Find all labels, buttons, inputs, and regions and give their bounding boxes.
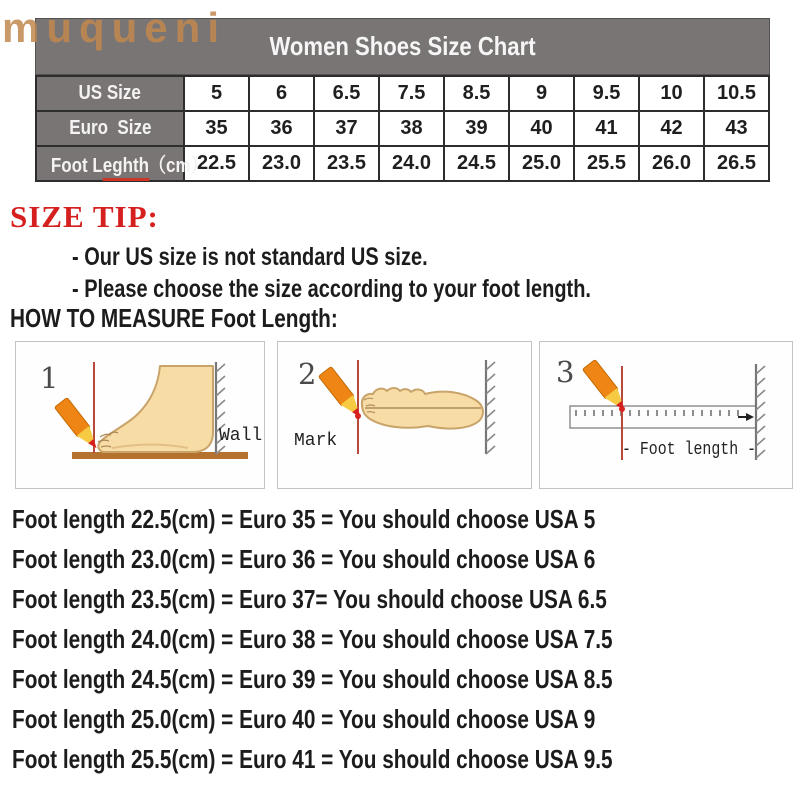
table-cell: 39 [444, 111, 509, 146]
conversion-line: Foot length 24.5(cm) = Euro 39 = You should choose USA 8.5 [12, 664, 613, 694]
table-cell: 40 [509, 111, 574, 146]
ruler-icon [570, 406, 756, 428]
table-cell: 26.0 [639, 146, 704, 181]
foot-side-icon [98, 366, 213, 452]
table-cell: 22.5 [184, 146, 249, 181]
typo-underline: eghth [103, 155, 149, 181]
conversion-line: Foot length 22.5(cm) = Euro 35 = You should choose USA 5 [12, 504, 596, 534]
floor [72, 452, 248, 459]
conversion-list [12, 499, 763, 779]
table-cell: 25.5 [574, 146, 639, 181]
how-to-measure-heading: HOW TO MEASURE Foot Length: [10, 303, 338, 333]
row-header-euro-size: Euro Size [36, 111, 184, 146]
table-cell: 35 [184, 111, 249, 146]
measure-step-3 [539, 341, 793, 489]
wall-icon [756, 364, 765, 460]
table-row-us-size [36, 76, 769, 111]
table-cell: 38 [379, 111, 444, 146]
table-cell: 41 [574, 111, 639, 146]
table-cell: 7.5 [379, 76, 444, 111]
table-cell: 6.5 [314, 76, 379, 111]
size-chart-title: Women Shoes Size Chart [269, 31, 536, 61]
table-cell: 24.5 [444, 146, 509, 181]
table-cell: 6 [249, 76, 314, 111]
table-cell: 23.0 [249, 146, 314, 181]
measure-step-1 [15, 341, 265, 489]
size-chart-table [35, 75, 770, 182]
table-cell: 5 [184, 76, 249, 111]
size-tip-bullet-1: - Our US size is not standard US size. [72, 243, 428, 271]
size-tip-bullet-2: - Please choose the size according to your foot length. [72, 275, 591, 303]
conversion-line: Foot length 23.5(cm) = Euro 37= You should choose USA 6.5 [12, 584, 607, 614]
table-cell: 9 [509, 76, 574, 111]
table-row-foot-length [36, 146, 769, 181]
table-cell: 8.5 [444, 76, 509, 111]
measure-step-2 [277, 341, 532, 489]
table-cell: 24.0 [379, 146, 444, 181]
step-2-illustration [278, 342, 531, 488]
mark-label: Mark [294, 431, 338, 451]
table-cell: 43 [704, 111, 769, 146]
table-cell: 10 [639, 76, 704, 111]
size-tip-bullets [72, 241, 721, 305]
table-cell: 10.5 [704, 76, 769, 111]
conversion-line: Foot length 25.0(cm) = Euro 40 = You should choose USA 9 [12, 704, 596, 734]
wall-icon [486, 360, 495, 454]
conversion-line: Foot length 23.0(cm) = Euro 36 = You should choose USA 6 [12, 544, 596, 574]
table-cell: 9.5 [574, 76, 639, 111]
step-number: 2 [298, 357, 317, 391]
wall-label: Wall [219, 426, 263, 446]
row-header-us-size: US Size [36, 76, 184, 111]
table-row-euro-size [36, 111, 769, 146]
size-tip-heading: SIZE TIP: [10, 199, 159, 234]
table-cell: 26.5 [704, 146, 769, 181]
table-cell: 23.5 [314, 146, 379, 181]
table-cell: 36 [249, 111, 314, 146]
step-1-illustration [16, 342, 264, 488]
table-cell: 25.0 [509, 146, 574, 181]
row-header-foot-length: Foot Leghth（cm） [36, 146, 184, 181]
foot-length-label: - Foot length - [622, 440, 756, 460]
table-cell: 42 [639, 111, 704, 146]
step-3-illustration [540, 342, 792, 488]
step-number: 3 [556, 355, 575, 389]
conversion-line: Foot length 25.5(cm) = Euro 41 = You should choose USA 9.5 [12, 744, 613, 774]
watermark: muqueni [2, 4, 226, 51]
step-number: 1 [40, 361, 59, 395]
table-cell: 37 [314, 111, 379, 146]
pencil-icon [54, 398, 102, 454]
conversion-line: Foot length 24.0(cm) = Euro 38 = You should choose USA 7.5 [12, 624, 613, 654]
